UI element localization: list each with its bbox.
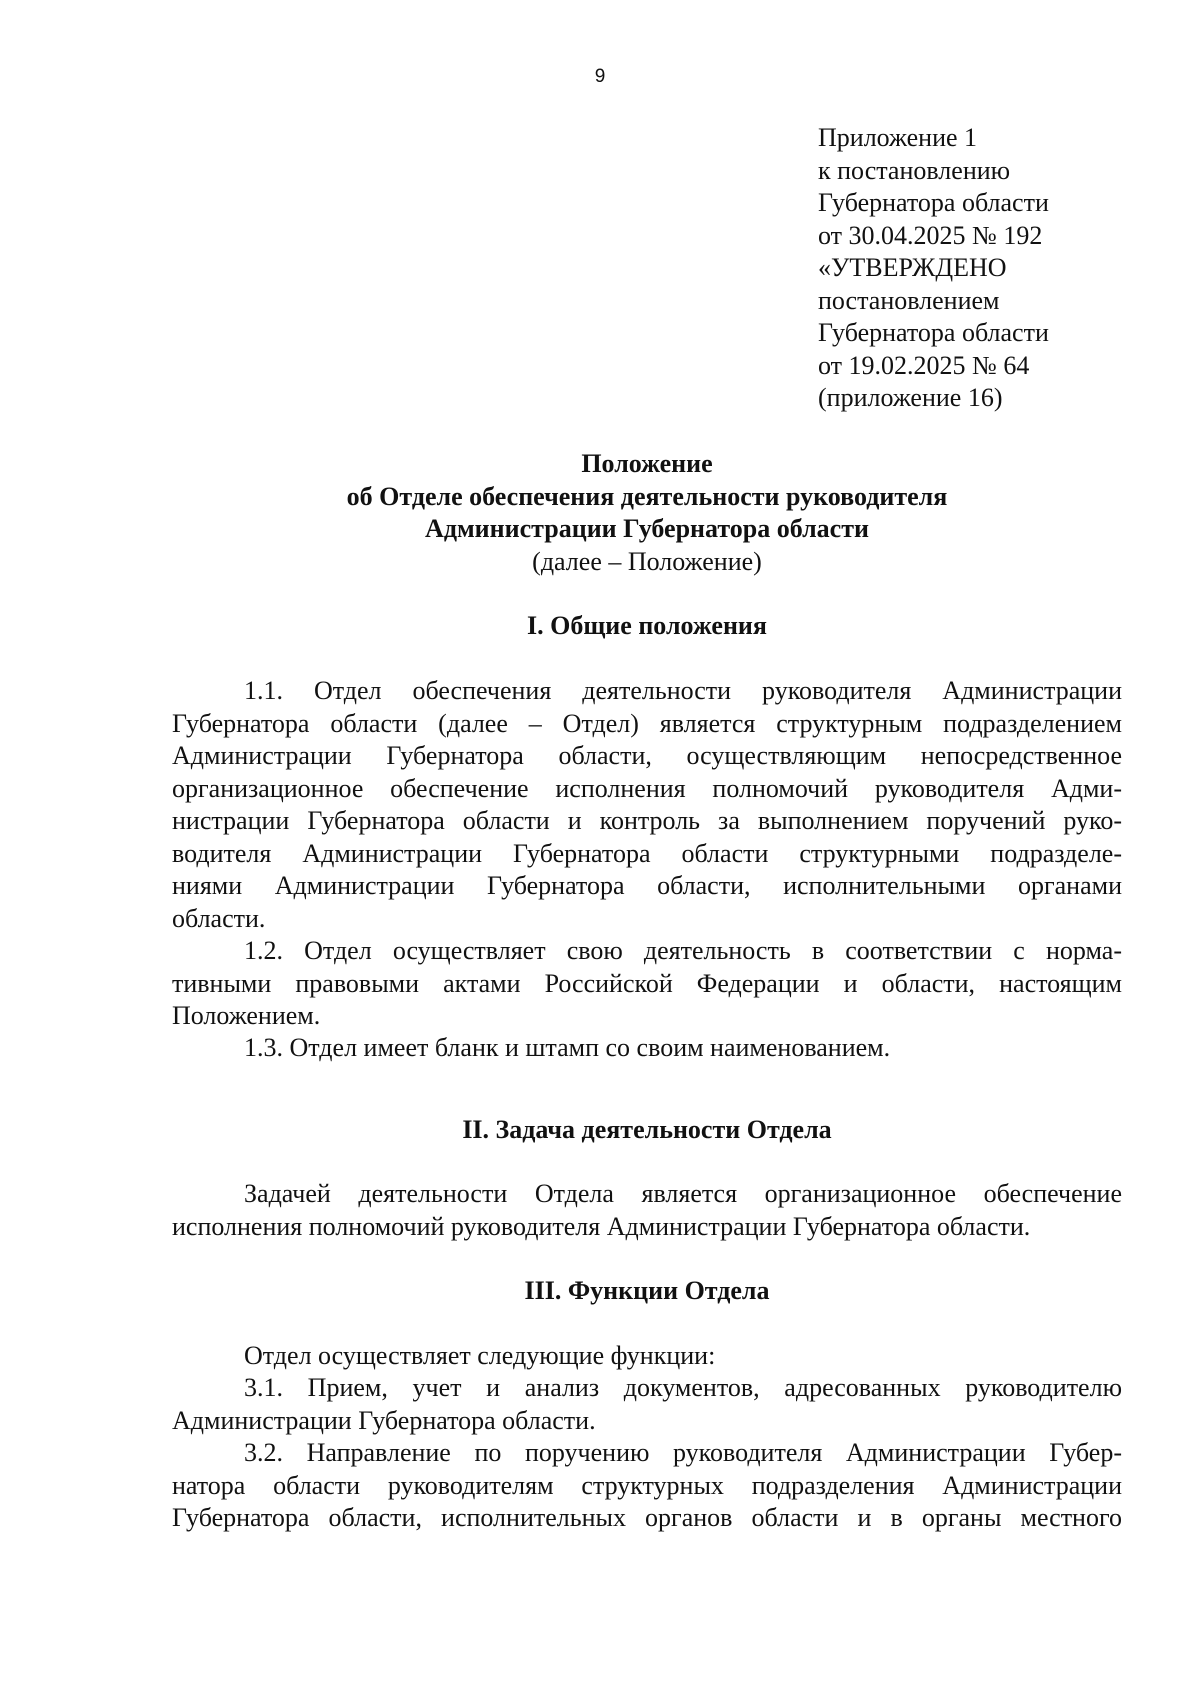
text-line: Администрации Губернатора области, осуществляющим непосредственное: [172, 741, 1122, 770]
text-line: водителя Администрации Губернатора области структурными подразделе-: [172, 838, 1122, 868]
text-line: Задачей деятельности Отдела является организационное обеспечение: [244, 1179, 1122, 1208]
section-heading: II. Задача деятельности Отдела: [462, 1115, 832, 1144]
document-title: [172, 448, 1122, 578]
title-line: Администрации Губернатора области: [425, 514, 869, 543]
appendix-line: Приложение 1: [818, 123, 978, 152]
paragraph-3-intro: [172, 1340, 1122, 1373]
text-line: 1.2. Отдел осуществляет свою деятельность в соответствии с норма-: [244, 936, 1122, 965]
text-line: области.: [172, 903, 266, 933]
text-line: 1.3. Отдел имеет бланк и штамп со своим наименованием.: [244, 1033, 891, 1062]
section-1: [172, 610, 1122, 643]
text-line: Отдел осуществляет следующие функции:: [244, 1341, 716, 1370]
appendix-line: Губернатора области: [818, 188, 1049, 217]
paragraph-1-3: [172, 1032, 1122, 1065]
appendix-line: к постановлению: [818, 155, 1011, 185]
appendix-block: [818, 122, 1158, 415]
paragraph-2: [172, 1178, 1122, 1243]
text-line: нистрации Губернатора области и контроль за выполнением поручений руко-: [172, 806, 1122, 835]
text-line: 3.1. Прием, учет и анализ документов, адресованных руководителю: [244, 1373, 1122, 1402]
title-note: (далее – Положение): [532, 546, 762, 576]
text-line: ниями Администрации Губернатора области, исполнительными органами: [172, 871, 1122, 900]
appendix-line: постановлением: [818, 285, 1000, 315]
appendix-line: Губернатора области: [818, 318, 1049, 347]
section-2: [172, 1114, 1122, 1147]
appendix-line: от 30.04.2025 № 192: [818, 220, 1043, 250]
section-3: [172, 1275, 1122, 1308]
text-line: натора области руководителям структурных подразделения Администрации: [172, 1470, 1122, 1500]
text-line: 3.2. Направление по поручению руководителя Администрации Губер-: [244, 1438, 1122, 1467]
title-line: об Отделе обеспечения деятельности руководителя: [346, 481, 948, 511]
text-line: организационное обеспечение исполнения полномочий руководителя Адми-: [172, 773, 1122, 803]
appendix-line: от 19.02.2025 № 64: [818, 350, 1030, 380]
text-line: Губернатора области (далее – Отдел) является структурным подразделением: [172, 708, 1122, 738]
appendix-line: «УТВЕРЖДЕНО: [818, 253, 1007, 282]
text-line: Губернатора области, исполнительных органов области и в органы местного: [172, 1503, 1122, 1532]
page-number: 9: [594, 66, 606, 87]
section-heading: I. Общие положения: [527, 611, 767, 640]
text-line: Положением.: [172, 1001, 321, 1030]
text-line: Администрации Губернатора области.: [172, 1405, 596, 1435]
section-heading: III. Функции Отдела: [524, 1276, 770, 1305]
paragraph-3-1: [172, 1372, 1122, 1437]
text-line: тивными правовыми актами Российской Федерации и области, настоящим: [172, 968, 1122, 998]
paragraph-3-2: [172, 1437, 1122, 1535]
paragraph-1-2: [172, 935, 1122, 1033]
text-line: исполнения полномочий руководителя Администрации Губернатора области.: [172, 1211, 1031, 1241]
title-line: Положение: [581, 449, 713, 478]
text-line: 1.1. Отдел обеспечения деятельности руководителя Администрации: [244, 676, 1122, 705]
appendix-line: (приложение 16): [818, 383, 1003, 412]
paragraph-1-1: [172, 675, 1122, 935]
